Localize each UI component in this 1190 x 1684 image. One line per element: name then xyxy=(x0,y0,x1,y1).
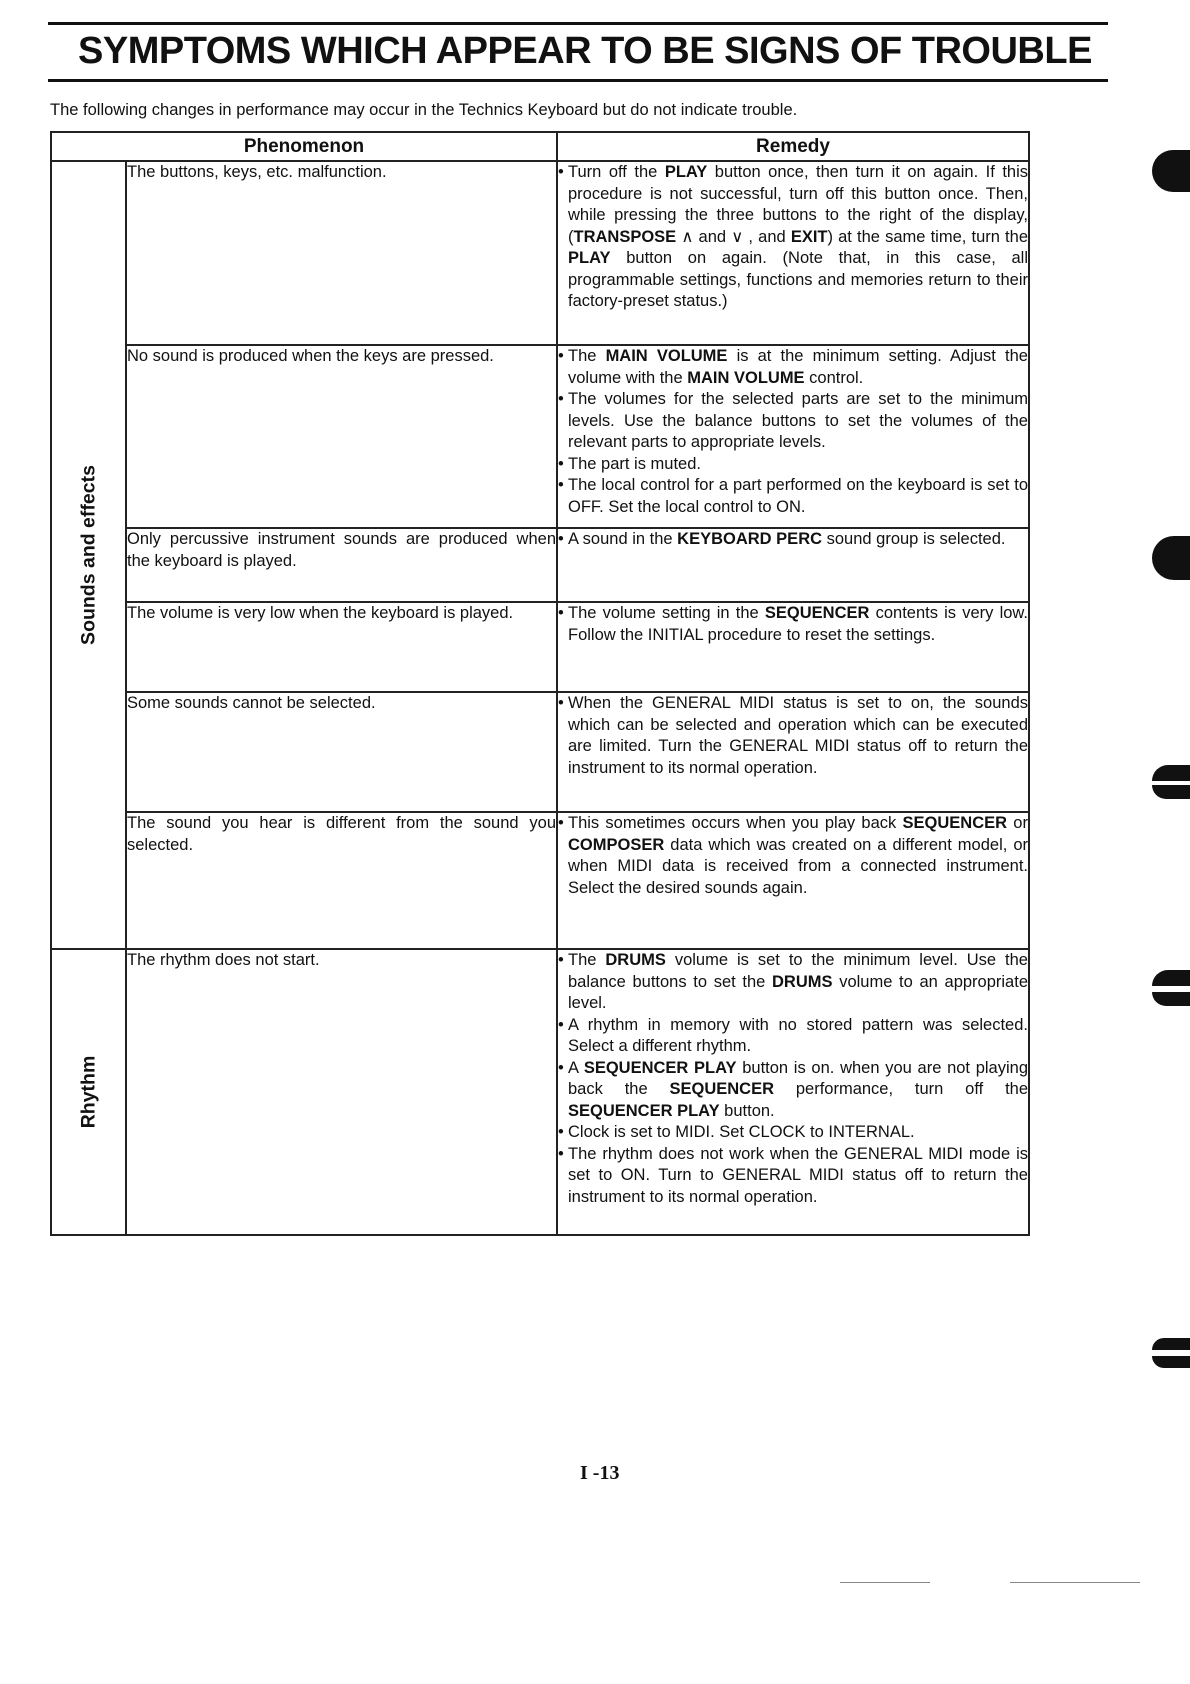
header-phenomenon: Phenomenon xyxy=(51,132,557,161)
table-row xyxy=(51,812,1029,949)
remedy-cell xyxy=(557,949,1029,1235)
troubleshooting-table xyxy=(50,131,1030,1236)
remedy-cell xyxy=(557,812,1029,949)
remedy-item: • A rhythm in memory with no stored pattern was selected. Select a different rhythm. xyxy=(558,1015,1028,1058)
remedy-item: • The MAIN VOLUME is at the minimum setting. Adjust the volume with the MAIN VOLUME control. xyxy=(558,346,1028,389)
remedy-item: • The DRUMS volume is set to the minimum level. Use the balance buttons to set the DRUMS volume to an appropriate level. xyxy=(558,950,1028,1015)
remedy-item: • The volumes for the selected parts are set to the minimum levels. Use the balance buttons to set the volumes of the relevant parts to appropriate levels. xyxy=(558,389,1028,454)
category-label: Sounds and effects xyxy=(77,465,99,645)
remedy-cell xyxy=(557,602,1029,692)
remedy-item: • A sound in the KEYBOARD PERC sound group is selected. xyxy=(558,529,1028,551)
binding-hole-mark xyxy=(1152,1356,1190,1368)
phenomenon-cell: The rhythm does not start. xyxy=(126,949,557,1235)
table-row xyxy=(51,345,1029,528)
remedy-item: • This sometimes occurs when you play back SEQUENCER or COMPOSER data which was created on a different model, or when MIDI data is received from a connected instrument. Select the desired sounds again. xyxy=(558,813,1028,899)
page-title: SYMPTOMS WHICH APPEAR TO BE SIGNS OF TROUBLE xyxy=(78,30,1092,72)
binding-hole-mark xyxy=(1152,150,1190,192)
remedy-cell xyxy=(557,345,1029,528)
intro-text: The following changes in performance may occur in the Technics Keyboard but do not indicate trouble. xyxy=(50,101,798,119)
binding-hole-mark xyxy=(1152,1338,1190,1350)
binding-hole-mark xyxy=(1152,992,1190,1006)
title-rule-bottom xyxy=(48,79,1108,82)
remedy-item: • The part is muted. xyxy=(558,454,1028,476)
binding-hole-mark xyxy=(1152,765,1190,781)
table-row xyxy=(51,602,1029,692)
phenomenon-cell: The sound you hear is different from the sound you selected. xyxy=(126,812,557,949)
category-cell-rhythm xyxy=(51,949,126,1235)
table-header-row xyxy=(51,132,1029,161)
binding-hole-mark xyxy=(1152,785,1190,799)
remedy-item: • Clock is set to MIDI. Set CLOCK to INTERNAL. xyxy=(558,1122,1028,1144)
phenomenon-cell: No sound is produced when the keys are pressed. xyxy=(126,345,557,528)
remedy-cell xyxy=(557,161,1029,345)
table-row xyxy=(51,692,1029,812)
table-row xyxy=(51,949,1029,1235)
remedy-item: • When the GENERAL MIDI status is set to on, the sounds which can be selected and operation which can be executed are limited. Turn the GENERAL MIDI status off to return the instrument to its normal operation. xyxy=(558,693,1028,779)
footer-rule xyxy=(840,1582,930,1583)
table-row xyxy=(51,528,1029,602)
remedy-item: • Turn off the PLAY button once, then turn it on again. If this procedure is not successful, turn off this button once. Then, while pressing the three buttons to the right of the display, (TRANSPOSE ∧ and ∨ , and EXIT) at the same time, turn the PLAY button on again. (Note that, in this case, all programmable settings, functions and memories return to their factory-preset status.) xyxy=(558,162,1028,313)
remedy-item: • The volume setting in the SEQUENCER contents is very low. Follow the INITIAL procedure to reset the settings. xyxy=(558,603,1028,646)
header-remedy: Remedy xyxy=(557,132,1029,161)
table-row xyxy=(51,161,1029,345)
remedy-cell xyxy=(557,692,1029,812)
phenomenon-cell: The buttons, keys, etc. malfunction. xyxy=(126,161,557,345)
page-number: I -13 xyxy=(580,1462,620,1484)
binding-hole-mark xyxy=(1152,536,1190,580)
remedy-item: • The rhythm does not work when the GENERAL MIDI mode is set to ON. Turn to GENERAL MIDI status off to return the instrument to its normal operation. xyxy=(558,1144,1028,1209)
binding-hole-mark xyxy=(1152,970,1190,986)
phenomenon-cell: The volume is very low when the keyboard is played. xyxy=(126,602,557,692)
remedy-item: • The local control for a part performed on the keyboard is set to OFF. Set the local control to ON. xyxy=(558,475,1028,518)
category-label: Rhythm xyxy=(77,1055,99,1129)
remedy-item: • A SEQUENCER PLAY button is on. when you are not playing back the SEQUENCER performance, turn off the SEQUENCER PLAY button. xyxy=(558,1058,1028,1123)
title-rule-top xyxy=(48,22,1108,25)
phenomenon-cell: Only percussive instrument sounds are produced when the keyboard is played. xyxy=(126,528,557,602)
phenomenon-cell: Some sounds cannot be selected. xyxy=(126,692,557,812)
remedy-cell xyxy=(557,528,1029,602)
category-cell-sounds xyxy=(51,161,126,949)
footer-rule xyxy=(1010,1582,1140,1583)
